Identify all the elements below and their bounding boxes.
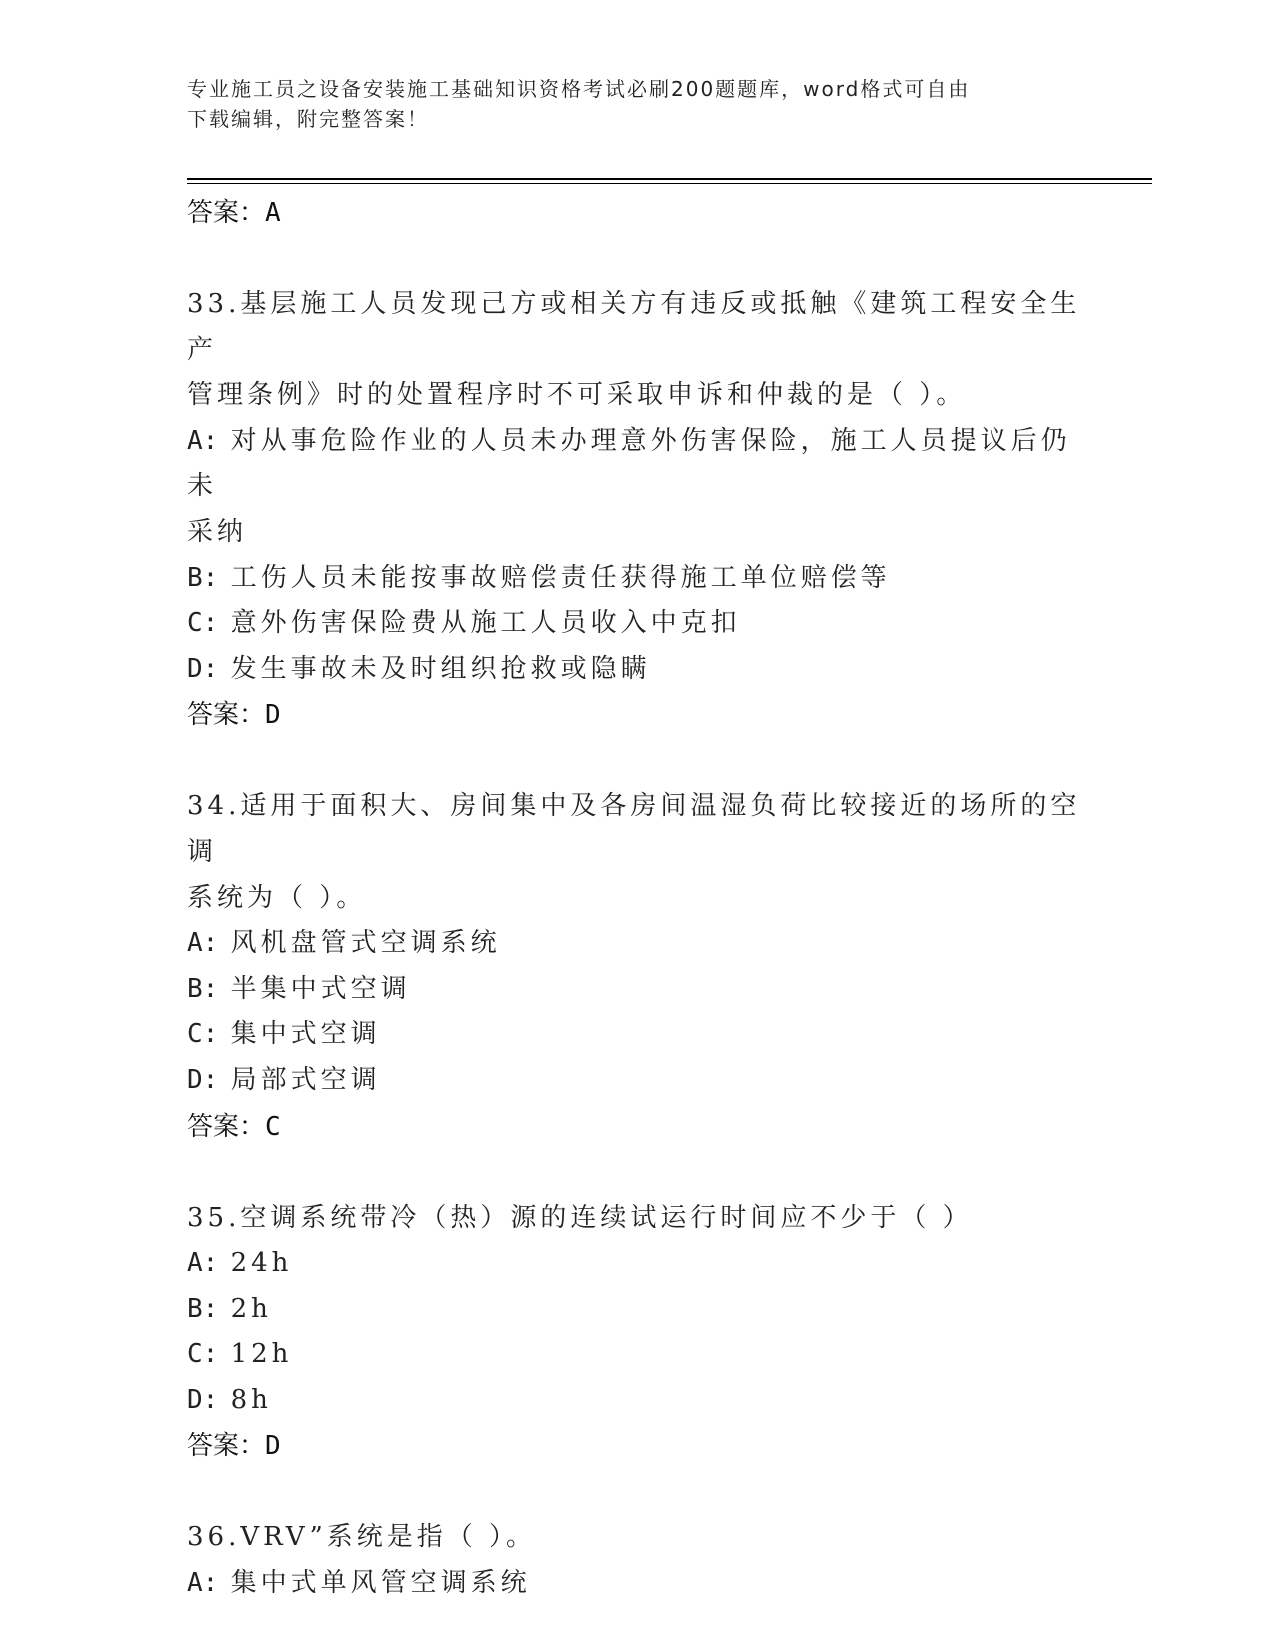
header-line-1: 专业施工员之设备安装施工基础知识资格考试必刷200题题库，word格式可自由 xyxy=(187,77,971,101)
question-text-line: 33.基层施工人员发现己方或相关方有违反或抵触《建筑工程安全生产 xyxy=(187,289,1081,365)
answer-label: 答案： xyxy=(187,1111,266,1142)
option-text: 局部式空调 xyxy=(230,1064,381,1095)
option-label: C: xyxy=(187,1019,219,1050)
option-a xyxy=(187,921,1087,967)
option-text: 工伤人员未能按事故赔偿责任获得施工单位赔偿等 xyxy=(230,562,891,593)
answer-label: 答案： xyxy=(187,700,266,731)
question-block xyxy=(187,282,1087,738)
option-b xyxy=(187,556,1087,602)
option-b xyxy=(187,1287,1087,1333)
answer-value: D xyxy=(265,1431,281,1462)
document-header xyxy=(187,74,1067,134)
option-text: 8h xyxy=(230,1384,272,1415)
option-text: 2h xyxy=(230,1293,272,1324)
option-c xyxy=(187,1012,1087,1058)
answer-line xyxy=(187,692,1087,738)
option-b xyxy=(187,967,1087,1013)
option-label: C: xyxy=(187,1339,219,1370)
option-label: D: xyxy=(187,1384,219,1415)
answer-line xyxy=(187,190,1087,236)
option-d xyxy=(187,647,1087,693)
header-line-2: 下载编辑，附完整答案！ xyxy=(187,107,429,131)
option-a xyxy=(187,419,1087,510)
answer-label: 答案： xyxy=(187,198,266,228)
header-rule-thin xyxy=(187,183,1152,184)
option-label: A: xyxy=(187,1248,219,1279)
option-d xyxy=(187,1378,1087,1424)
option-label: B: xyxy=(187,973,219,1004)
answer-value: C xyxy=(265,1111,281,1142)
question-text-line: 34.适用于面积大、房间集中及各房间温湿负荷比较接近的场所的空调 xyxy=(187,791,1081,867)
option-label: A: xyxy=(187,425,219,456)
option-text: 风机盘管式空调系统 xyxy=(230,928,501,959)
option-label: B: xyxy=(187,562,219,593)
option-c xyxy=(187,601,1087,647)
option-text: 对从事危险作业的人员未办理意外伤害保险，施工人员提议后仍未 xyxy=(187,425,1071,502)
question-list xyxy=(187,190,1087,1607)
answer-value: D xyxy=(265,700,281,731)
option-label: A: xyxy=(187,928,219,959)
option-a xyxy=(187,1561,1087,1607)
question-text-line: 36.VRV”系统是指（ ）。 xyxy=(187,1522,537,1553)
option-d xyxy=(187,1058,1087,1104)
question-block xyxy=(187,784,1087,1149)
answer-line xyxy=(187,1423,1087,1469)
question-text-line: 系统为（ ）。 xyxy=(187,882,367,913)
answer-value: A xyxy=(265,198,281,228)
option-text: 发生事故未及时组织抢救或隐瞒 xyxy=(230,653,651,684)
option-label: D: xyxy=(187,653,219,684)
question-text-line: 管理条例》时的处置程序时不可采取申诉和仲裁的是（ ）。 xyxy=(187,380,967,411)
header-rule-thick xyxy=(187,178,1152,180)
option-text: 集中式单风管空调系统 xyxy=(230,1568,531,1599)
answer-label: 答案： xyxy=(187,1431,266,1462)
option-text: 12h xyxy=(230,1339,293,1370)
question-text-line: 35.空调系统带冷（热）源的连续试运行时间应不少于（ ） xyxy=(187,1202,973,1233)
option-label: D: xyxy=(187,1064,219,1095)
option-text: 半集中式空调 xyxy=(230,973,411,1004)
option-text: 意外伤害保险费从施工人员收入中克扣 xyxy=(230,608,741,639)
option-text: 集中式空调 xyxy=(230,1019,381,1050)
option-a xyxy=(187,1241,1087,1287)
option-label: A: xyxy=(187,1568,219,1599)
question-block xyxy=(187,1196,1087,1470)
answer-line xyxy=(187,1104,1087,1150)
option-a-continued: 采纳 xyxy=(187,516,248,547)
option-c xyxy=(187,1332,1087,1378)
question-block xyxy=(187,1515,1087,1606)
option-label: C: xyxy=(187,608,219,639)
option-label: B: xyxy=(187,1293,219,1324)
option-text: 24h xyxy=(230,1248,293,1279)
